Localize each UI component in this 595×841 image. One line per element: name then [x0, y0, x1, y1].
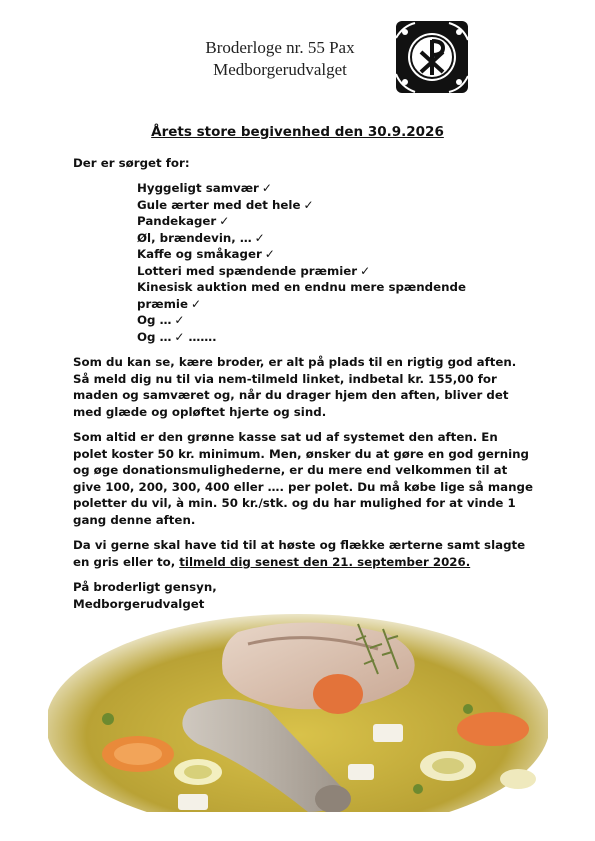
- signup-paragraph: Som du kan se, kære broder, er alt på plads til en rigtig god aften. Så meld dig nu til via nem-tilmeld linket, indbetal kr. 155,00 for maden og samværet og, når du drager hjem den aften, bliver det med glæde og opløftet hjerte og sind.: [73, 355, 517, 419]
- lodge-emblem-logo: [393, 18, 471, 96]
- deadline-text: tilmeld dig senest den 21. september 2026.: [179, 554, 471, 569]
- checkmark-icon: ✓: [254, 230, 265, 245]
- list-item: Øl, brændevin, … ✓: [137, 230, 265, 245]
- checkmark-icon: ✓: [219, 214, 230, 228]
- list-item: Kaffe og småkager ✓: [137, 247, 275, 261]
- checkmark-icon: ✓: [261, 181, 272, 195]
- checkmark-icon: ✓: [174, 329, 185, 344]
- closing-signature: Medborgerudvalget: [73, 596, 205, 611]
- list-item: Gule ærter med det hele ✓: [137, 197, 314, 212]
- checkmark-icon: ✓: [174, 313, 185, 327]
- pea-soup-photo: [48, 614, 548, 812]
- intro-text: Der er sørget for:: [73, 156, 190, 170]
- header-title: [150, 37, 410, 81]
- list-item: Og … ✓: [137, 313, 185, 327]
- list-item: Lotteri med spændende præmier ✓: [137, 263, 371, 278]
- checkmark-icon: ✓: [264, 247, 275, 261]
- list-item: Kinesisk auktion med en endnu mere spændende præmie ✓: [137, 280, 466, 311]
- donation-paragraph: Som altid er den grønne kasse sat ud af systemet den aften. En polet koster 50 kr. minimum. Men, ønsker du at gøre en god gerning og øge donationsmulighederne, er du mere end velkommen til at give 100, 200, 300, 400 eller …. per polet. Du må købe lige så mange poletter du vil, à min. 50 kr./stk. og du har mulighed for at vinde 1 gang denne aften.: [73, 430, 533, 527]
- list-item: Pandekager ✓: [137, 214, 230, 228]
- checkmark-icon: ✓: [190, 296, 202, 311]
- list-item: Og … ✓ …….: [137, 329, 217, 344]
- list-item: Hyggeligt samvær ✓: [137, 181, 272, 195]
- lodge-name: Broderloge nr. 55 Pax: [205, 38, 355, 57]
- deadline-paragraph: Da vi gerne skal have tid til at høste og flække ærterne samt slagte en gris eller to, tilmeld dig senest den 21. september 2026.: [73, 538, 526, 569]
- event-heading: Årets store begivenhed den 30.9.2026: [151, 124, 444, 140]
- checklist: [137, 180, 497, 345]
- committee-name: Medborgerudvalget: [213, 60, 347, 79]
- closing-greeting: På broderligt gensyn,: [73, 580, 217, 594]
- checkmark-icon: ✓: [303, 197, 314, 212]
- closing: [73, 579, 533, 612]
- checkmark-icon: ✓: [360, 263, 371, 278]
